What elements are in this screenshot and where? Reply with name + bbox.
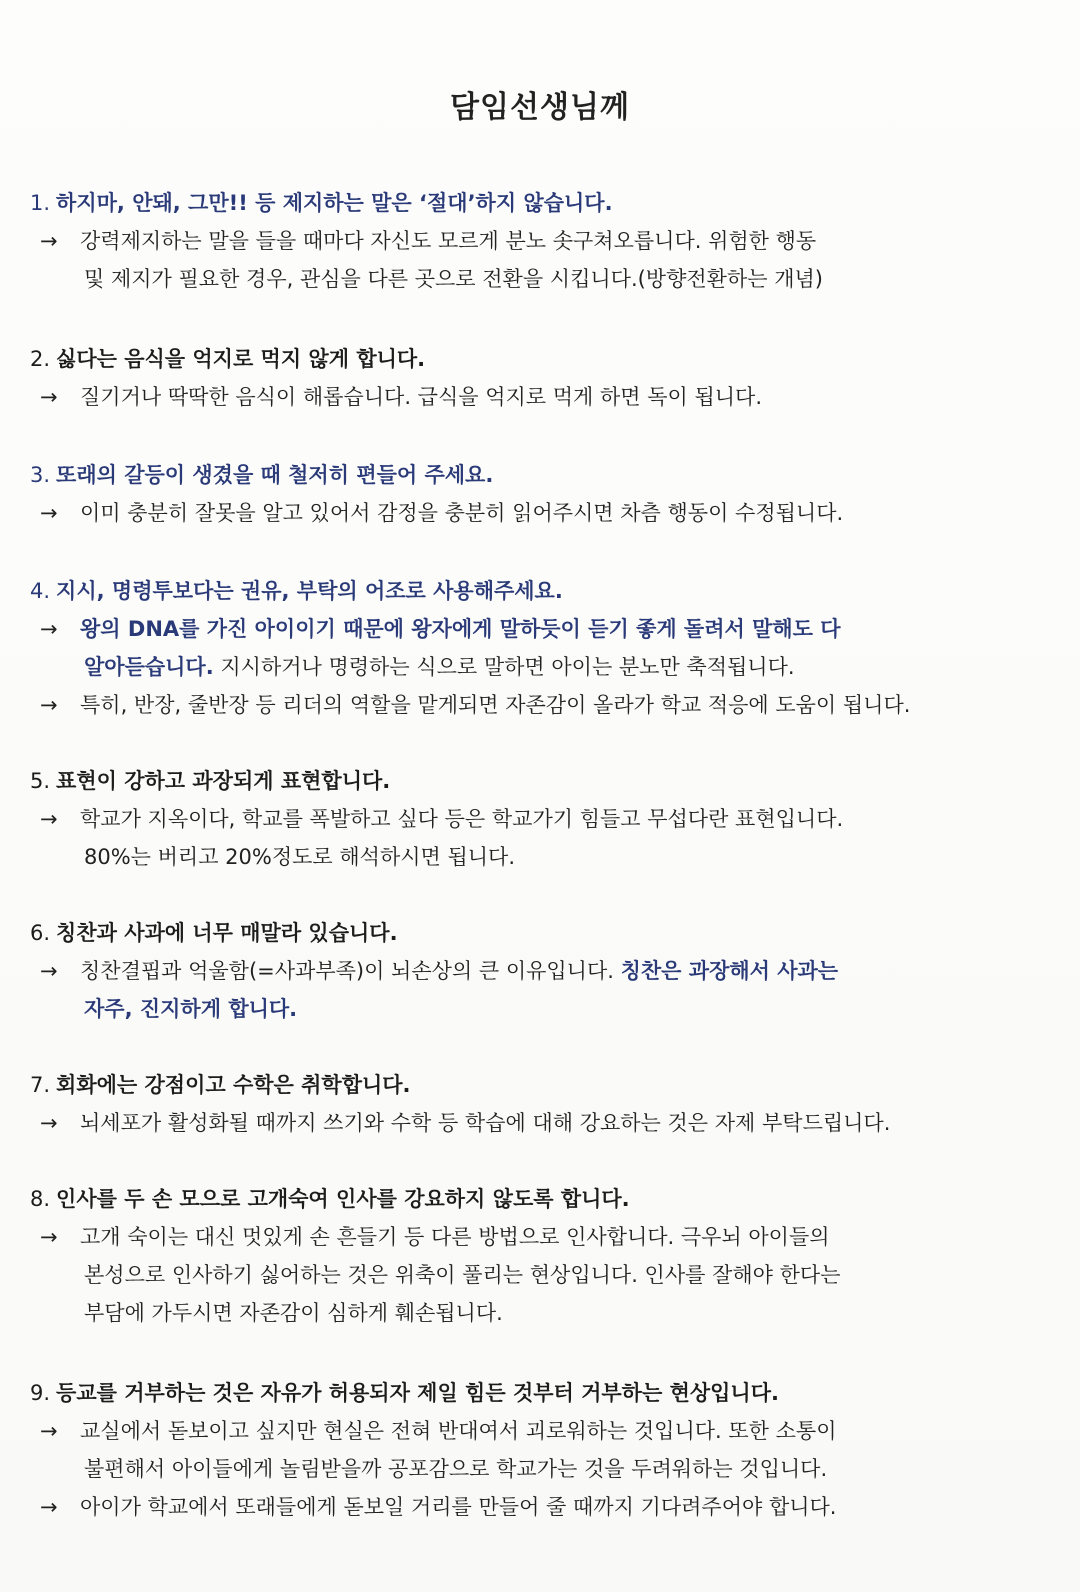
- line-text: 아이가 학교에서 또래들에게 돋보일 거리를 만들어 줄 때까지 기다려주어야 합니다.: [80, 1495, 837, 1519]
- item-9-line-3: [40, 1492, 1020, 1522]
- heading-text: 하지마, 안돼, 그만!! 등 제지하는 말은 ‘절대’하지 않습니다.: [56, 191, 613, 215]
- item-8-heading: [30, 1184, 1040, 1214]
- item-number: 3.: [30, 463, 51, 487]
- item-number: 1.: [30, 191, 51, 215]
- arrow-icon: →: [40, 693, 58, 717]
- heading-text: 지시, 명령투보다는 권유, 부탁의 어조로 사용해주세요.: [56, 579, 563, 603]
- arrow-icon: →: [40, 959, 58, 983]
- item-1-line-1: [40, 226, 1020, 256]
- line-text: 질기거나 딱딱한 음식이 해롭습니다. 급식을 억지로 먹게 하면 독이 됩니다.: [80, 385, 763, 409]
- arrow-icon: →: [40, 617, 58, 641]
- arrow-icon: →: [40, 1111, 58, 1135]
- item-4-line-1: [40, 614, 1020, 644]
- item-number: 7.: [30, 1073, 51, 1097]
- heading-text: 싫다는 음식을 억지로 먹지 않게 합니다.: [56, 347, 426, 371]
- line-text: 학교가 지옥이다, 학교를 폭발하고 싶다 등은 학교가기 힘들고 무섭다란 표현입니다.: [80, 807, 844, 831]
- arrow-icon: →: [40, 501, 58, 525]
- item-2-line-1: [40, 382, 1020, 412]
- item-1-heading: [30, 188, 1040, 218]
- item-9-line-2: 불편해서 아이들에게 놀림받을까 공포감으로 학교가는 것을 두려워하는 것입니다.: [84, 1457, 828, 1481]
- item-4-heading: [30, 576, 1040, 606]
- item-3-heading: [30, 460, 1040, 490]
- line-text: 고개 숙이는 대신 멋있게 손 흔들기 등 다른 방법으로 인사합니다. 극우뇌 아이들의: [80, 1225, 830, 1249]
- line-text: 특히, 반장, 줄반장 등 리더의 역할을 맡게되면 자존감이 올라가 학교 적응에 도움이 됩니다.: [80, 693, 911, 717]
- item-4-line-2: [84, 652, 1020, 682]
- line-text: 교실에서 돋보이고 싶지만 현실은 전혀 반대여서 괴로워하는 것입니다. 또한 소통이: [80, 1419, 837, 1443]
- item-6-heading: [30, 918, 1040, 948]
- item-2-heading: [30, 344, 1040, 374]
- arrow-icon: →: [40, 1495, 58, 1519]
- item-1-line-2: 및 제지가 필요한 경우, 관심을 다른 곳으로 전환을 시킵니다.(방향전환하는 개념): [84, 267, 823, 291]
- item-4-line-3: [40, 690, 1020, 720]
- item-9-line-1: [40, 1416, 1020, 1446]
- heading-text: 회화에는 강점이고 수학은 취학합니다.: [56, 1073, 411, 1097]
- item-number: 4.: [30, 579, 51, 603]
- line-text-highlight: 칭찬은 과장해서 사과는: [620, 959, 839, 983]
- item-6-line-1: [40, 956, 1020, 986]
- item-number: 8.: [30, 1187, 51, 1211]
- heading-text: 인사를 두 손 모으로 고개숙여 인사를 강요하지 않도록 합니다.: [56, 1187, 630, 1211]
- item-number: 6.: [30, 921, 51, 945]
- item-8-line-1: [40, 1222, 1020, 1252]
- item-number: 2.: [30, 347, 51, 371]
- heading-text: 등교를 거부하는 것은 자유가 허용되자 제일 힘든 것부터 거부하는 현상입니다.: [56, 1381, 779, 1405]
- item-number: 5.: [30, 769, 51, 793]
- arrow-icon: →: [40, 807, 58, 831]
- item-number: 9.: [30, 1381, 51, 1405]
- line-text: 칭찬결핍과 억울함(=사과부족)이 뇌손상의 큰 이유입니다.: [80, 959, 621, 983]
- heading-text: 칭찬과 사과에 너무 매말라 있습니다.: [56, 921, 398, 945]
- line-text: 이미 충분히 잘못을 알고 있어서 감정을 충분히 읽어주시면 차츰 행동이 수정됩니다.: [80, 501, 844, 525]
- item-7-heading: [30, 1070, 1040, 1100]
- line-text: 왕의 DNA를 가진 아이이기 때문에 왕자에게 말하듯이 듣기 좋게 돌려서 말해도 다: [80, 617, 841, 641]
- heading-text: 또래의 갈등이 생겼을 때 철저히 편들어 주세요.: [56, 463, 494, 487]
- item-9-heading: [30, 1378, 1040, 1408]
- arrow-icon: →: [40, 1419, 58, 1443]
- item-5-line-1: [40, 804, 1020, 834]
- item-8-line-3: 부담에 가두시면 자존감이 심하게 훼손됩니다.: [84, 1301, 503, 1325]
- item-8-line-2: 본성으로 인사하기 싫어하는 것은 위축이 풀리는 현상입니다. 인사를 잘해야 한다는: [84, 1263, 841, 1287]
- item-6-line-2: 자주, 진지하게 합니다.: [84, 997, 298, 1021]
- item-5-heading: [30, 766, 1040, 796]
- item-7-line-1: [40, 1108, 1020, 1138]
- arrow-icon: →: [40, 1225, 58, 1249]
- page-title: 담임선생님께: [450, 90, 630, 125]
- line-text-highlight: 알아듣습니다.: [84, 655, 214, 679]
- line-text: 지시하거나 명령하는 식으로 말하면 아이는 분노만 축적됩니다.: [213, 655, 795, 679]
- item-3-line-1: [40, 498, 1020, 528]
- item-5-line-2: 80%는 버리고 20%정도로 해석하시면 됩니다.: [84, 845, 516, 869]
- arrow-icon: →: [40, 229, 58, 253]
- heading-text: 표현이 강하고 과장되게 표현합니다.: [56, 769, 391, 793]
- line-text: 뇌세포가 활성화될 때까지 쓰기와 수학 등 학습에 대해 강요하는 것은 자제 부탁드립니다.: [80, 1111, 891, 1135]
- line-text: 강력제지하는 말을 들을 때마다 자신도 모르게 분노 솟구쳐오릅니다. 위험한 행동: [80, 229, 817, 253]
- arrow-icon: →: [40, 385, 58, 409]
